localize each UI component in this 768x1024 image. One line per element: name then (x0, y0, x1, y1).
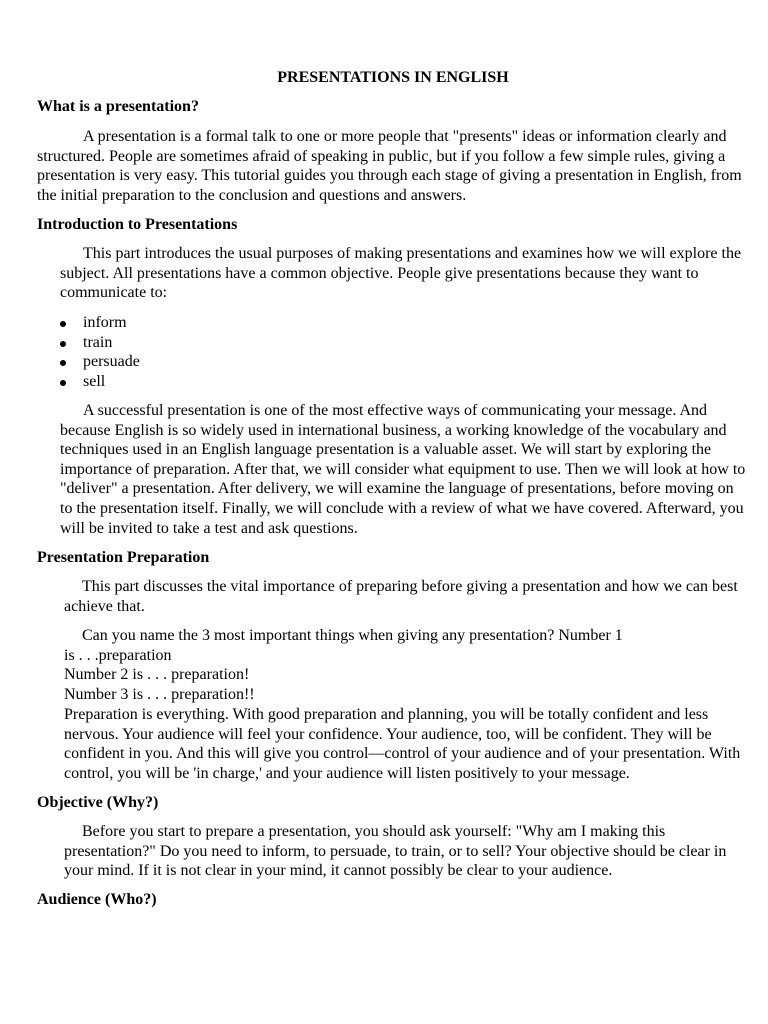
heading-preparation: Presentation Preparation (37, 549, 210, 566)
paragraph-objective: Before you start to prepare a presentation, you should ask yourself: "Why am I making this presentation?" Do you need to inform, to persuade, to train, or to sell? Your objective should be clear in your mind. If it is not clear in your mind, it cannot possibly be clear to your audience. (64, 823, 727, 880)
bullet-icon (60, 321, 66, 327)
document-title: PRESENTATIONS IN ENGLISH (277, 69, 509, 86)
list-item: train (60, 333, 140, 353)
bullet-icon (60, 380, 66, 386)
paragraph-introduction-1: This part introduces the usual purposes of making presentations and examines how we will explore the subject. All presentations have a common objective. People give presentations because they want to communicate to: (60, 245, 742, 302)
heading-introduction: Introduction to Presentations (37, 216, 238, 233)
paragraph-preparation-2: Preparation is everything. With good preparation and planning, you will be totally confident and less nervous. Your audience will feel your confidence. Your audience, too, will be confident. They will be confident in you. And this will give you control—control of your audience and of your presentation. With control, you will be 'in charge,' and your audience will listen positively to your message. (64, 706, 741, 782)
question-line-2: is . . .preparation (64, 647, 172, 664)
paragraph-what-is-presentation: A presentation is a formal talk to one or more people that "presents" ideas or information clearly and structured. People are sometimes afraid of speaking in public, but if you follow a few simple rules, giving a presentation is very easy. This tutorial guides you through each stage of giving a presentation in English, from the initial preparation to the conclusion and questions and answers. (37, 128, 742, 204)
heading-audience: Audience (Who?) (37, 891, 157, 908)
question-line-4: Number 3 is . . . preparation!! (64, 686, 255, 703)
paragraph-introduction-2: A successful presentation is one of the most effective ways of communicating your message. And because English is so widely used in international business, a working knowledge of the vocabulary and techniques used in an English language presentation is a valuable asset. We will start by exploring the importance of preparation. After that, we will consider what equipment to use. Then we will look at how to "deliver" a presentation. After delivery, we will examine the language of presentations, before moving on to the presentation itself. Finally, we will conclude with a review of what we have covered. Afterward, you will be invited to take a test and ask questions. (60, 402, 746, 537)
question-line-1: Can you name the 3 most important things when giving any presentation? Number 1 (82, 627, 623, 644)
paragraph-preparation-1: This part discusses the vital importance of preparing before giving a presentation and how we can best achieve that. (64, 578, 738, 615)
bullet-icon (60, 341, 66, 347)
list-item: persuade (60, 352, 140, 372)
question-line-3: Number 2 is . . . preparation! (64, 666, 250, 683)
heading-what-is-presentation: What is a presentation? (37, 98, 199, 115)
list-item: sell (60, 372, 140, 392)
purpose-bullet-list (60, 313, 140, 391)
heading-objective: Objective (Why?) (37, 794, 159, 811)
bullet-icon (60, 360, 66, 366)
list-item: inform (60, 313, 140, 333)
